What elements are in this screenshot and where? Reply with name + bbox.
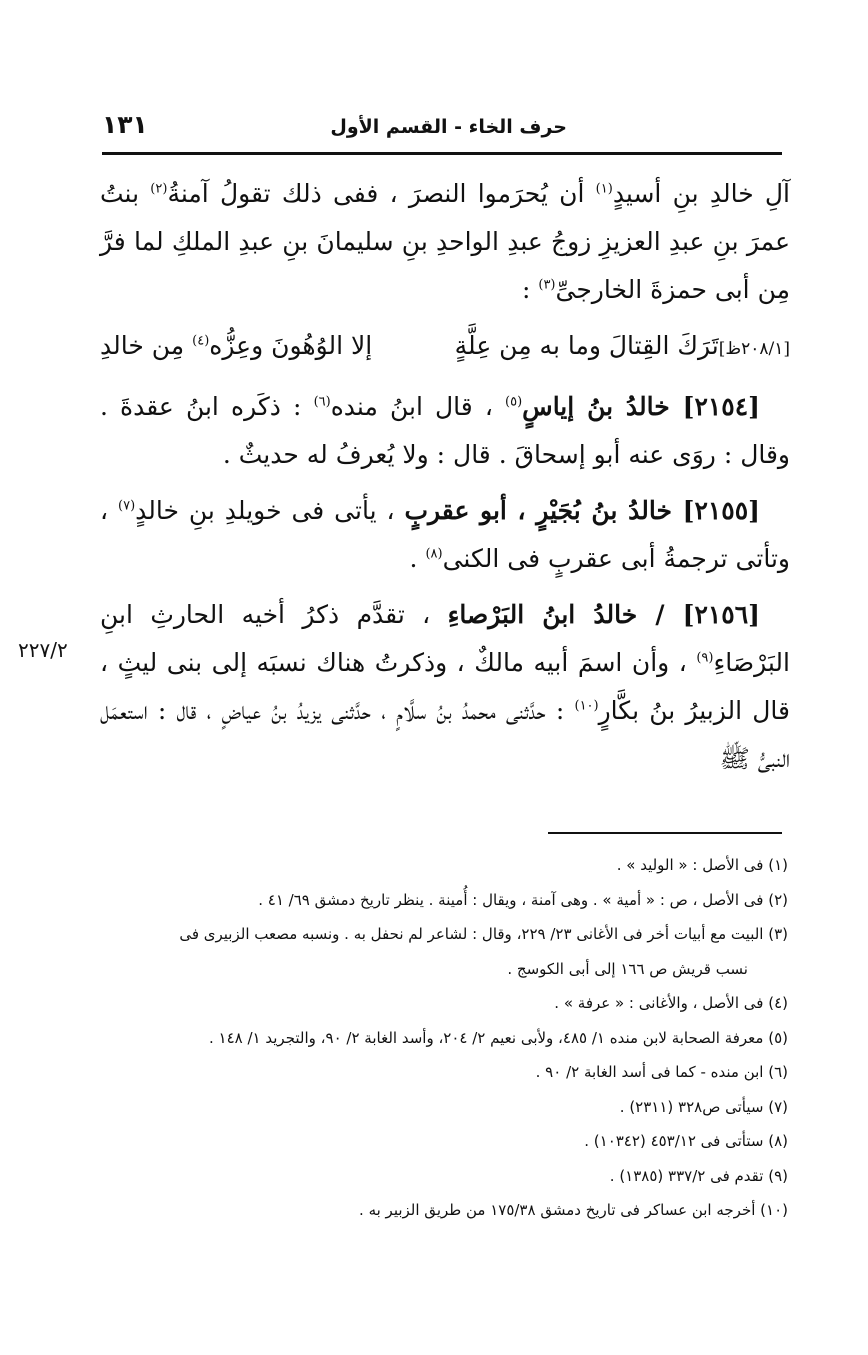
text: ، قال ابنُ منده bbox=[330, 392, 506, 421]
footnote-10: (١٠) أخرجه ابن عساكر فى تاريخ دمشق ١٧٥/٣٨ من طريق الزبير به . bbox=[359, 1201, 788, 1219]
header-title: حرف الخاء - القسم الأول bbox=[330, 116, 567, 138]
footnote-ref[interactable]: (٤) bbox=[192, 333, 210, 349]
hemistich-text: إلا الوُهُونَ وعِزُّه bbox=[209, 331, 373, 360]
main-text bbox=[100, 170, 790, 791]
entry-name: خالدُ بنُ إياسٍ bbox=[522, 392, 683, 421]
footnote-1: (١) فى الأصل : « الوليد » . bbox=[616, 856, 788, 874]
footnote-ref[interactable]: (٦) bbox=[313, 394, 331, 410]
text: بنتُ عمرَ بنِ عبدِ العزيزِ زوجُ عبدِ الواحدِ بنِ سليمانَ بنِ عبدِ الملكِ لما فرَّ مِن أبى حمزةَ الخارجىِّ bbox=[100, 179, 790, 304]
footnote-2: (٢) فى الأصل ، ص : « أمية » . وهى آمنة ، ويقال : أُمينة . ينظر تاريخ دمشق ٦٩/ ٤١ . bbox=[258, 890, 788, 909]
text: ، وتأتى ترجمةُ أبى عقربٍ فى الكنى bbox=[100, 496, 790, 573]
footnote-6: (٦) ابن منده - كما فى أسد الغابة ٢/ ٩٠ . bbox=[535, 1063, 788, 1081]
entry-2156 bbox=[100, 591, 790, 783]
footnote-4: (٤) فى الأصل ، والأغانى : « عرفة » . bbox=[554, 994, 788, 1012]
footnote-7: (٧) سيأتى ص٣٢٨ (٢٣١١) . bbox=[619, 1097, 788, 1116]
paragraph-intro bbox=[100, 170, 790, 314]
footnote-ref[interactable]: (٥) bbox=[505, 394, 523, 410]
entry-number: [٢١٥٦] bbox=[682, 600, 761, 629]
footnote-3-continued: نسب قريش ص ١٦٦ إلى أبى الكوسج . bbox=[507, 959, 748, 978]
verse-second-hemistich bbox=[100, 322, 372, 373]
footnote-5: (٥) معرفة الصحابة لابن منده ١/ ٤٨٥، ولأبى نعيم ٢/ ٢٠٤، وأسد الغابة ٢/ ٩٠، والتجريد ١/ ١٤٨ . bbox=[209, 1028, 788, 1047]
text: : ذكَره ابنُ عقدةَ . وقال : روَى عنه أبو إسحاقَ . قال : ولا يُعرفُ له حديثٌ . bbox=[100, 392, 790, 469]
entry-number: [٢١٥٥] bbox=[682, 496, 760, 525]
entry-2155 bbox=[100, 487, 790, 583]
footnote-9: (٩) تقدم فى ٣٣٧/٢ (١٣٨٥) . bbox=[609, 1166, 788, 1185]
running-header bbox=[102, 110, 782, 146]
footnote-ref[interactable]: (٩) bbox=[696, 650, 714, 666]
text: ، تقدَّم ذكرُ أخيه الحارثِ ابنِ البَرْصَاءِ bbox=[100, 600, 790, 677]
footnote-ref[interactable]: (١٠) bbox=[574, 698, 599, 714]
header-rule bbox=[102, 152, 782, 155]
verse-first-hemistich bbox=[455, 322, 790, 373]
text: : bbox=[521, 275, 539, 304]
text: آلِ خالدِ بنِ أسيدٍ bbox=[612, 179, 790, 208]
margin-reference: ٢٢٧/٢ bbox=[18, 638, 68, 662]
footnote-8: (٨) ستأتى فى ٤٥٣/١٢ (١٠٣٤٢) . bbox=[584, 1132, 788, 1150]
entry-number: [٢١٥٤] bbox=[682, 392, 761, 421]
entry-name: خالدُ ابنُ البَرْصاءِ bbox=[447, 600, 656, 629]
manuscript-ref: [٢٠٨/١ظ] bbox=[718, 339, 790, 359]
text: : حدَّثنى محمدُ بنُ سلَّامٍ ، حدَّثنى يزيدُ بنُ عياضٍ ، قال : استعمَل النبىُّ ﷺ bbox=[100, 696, 790, 773]
text: ، وأن اسمَ أبيه مالكٌ ، وذكرتُ هناك نسبَه إلى بنى ليثٍ ، قال الزبيرُ بنُ بكَّارٍ bbox=[100, 648, 790, 725]
footnote-ref[interactable]: (٨) bbox=[425, 546, 443, 562]
footnote-3: (٣) البيت مع أبيات أخر فى الأغانى ٢٣/ ٢٢٩، وقال : لشاعر لم نحفل به . ونسبه مصعب الزبيرى فى bbox=[179, 925, 788, 943]
footnote-separator bbox=[548, 832, 782, 834]
entry-2154 bbox=[100, 383, 790, 479]
hemistich-text: مِن خالدِ bbox=[100, 331, 193, 360]
footnote-ref[interactable]: (٧) bbox=[118, 498, 136, 514]
footnote-ref[interactable]: (٣) bbox=[538, 277, 556, 293]
footnote-ref[interactable]: (١) bbox=[595, 181, 613, 197]
footnote-ref[interactable]: (٢) bbox=[150, 181, 168, 197]
text: ، يأتى فى خويلدِ بنِ خالدٍ bbox=[135, 496, 405, 525]
poetry-verse bbox=[100, 322, 790, 373]
page-break-slash: / bbox=[655, 600, 683, 629]
hemistich-text: تَرَكَ القِتالَ وما به مِن عِلَّةٍ bbox=[454, 331, 719, 360]
page-number: ١٣١ bbox=[102, 110, 148, 139]
text: أن يُحرَموا النصرَ ، ففى ذلك تقولُ آمنةُ bbox=[167, 179, 596, 208]
footnotes bbox=[98, 848, 788, 1228]
text: . bbox=[409, 544, 426, 573]
entry-name: خالدُ بنُ بُجَيْرٍ ، أبو عقربٍ bbox=[404, 496, 683, 525]
